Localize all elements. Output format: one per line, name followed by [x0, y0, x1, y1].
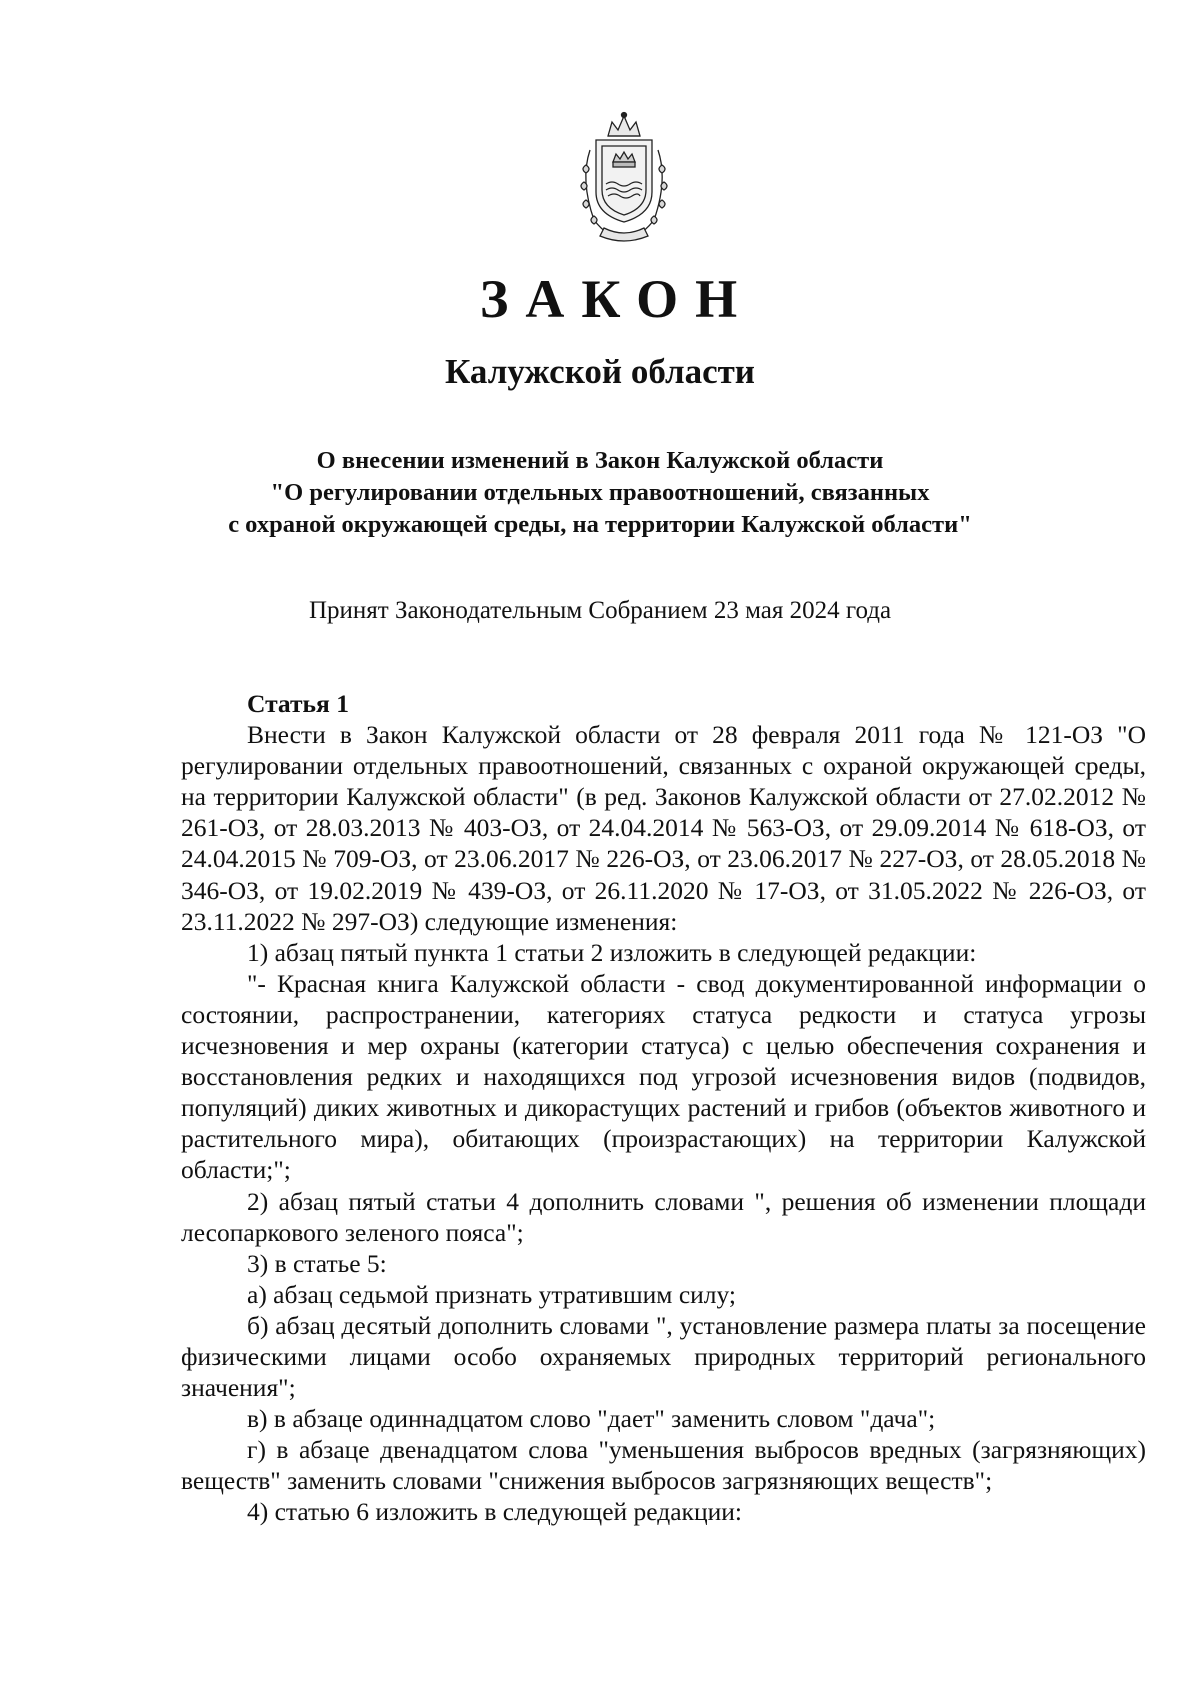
title-line: "О регулировании отдельных правоотношений, связанных [270, 479, 930, 506]
article-body [181, 688, 1146, 1528]
paragraph: 3) в статье 5: [247, 1248, 387, 1278]
law-heading: ЗАКОН [479, 269, 755, 329]
coat-of-arms-icon [568, 110, 680, 245]
region-subtitle: Калужской области [445, 352, 755, 391]
paragraph: а) абзац седьмой признать утратившим силу; [247, 1279, 737, 1309]
paragraph: г) в абзаце двенадцатом слова "уменьшения выбросов вредных (загрязняющих) веществ" заменить словами "снижения выбросов загрязняющих веществ"; [181, 1435, 1146, 1496]
article-heading: Статья 1 [247, 689, 349, 718]
paragraph: Внести в Закон Калужской области от 28 февраля 2011 года № 121-ОЗ "О регулировании отдельных правоотношений, связанных с охраной окружающей среды, на территории Калужской области" (в ред. Законов Калужской области от 27.02.2012 № 261-ОЗ, от 28.03.2013 № 403-ОЗ, от 24.04.2014 № 563-ОЗ, от 29.09.2014 № 618-ОЗ, от 24.04.2015 № 709-ОЗ, от 23.06.2017 № 226-ОЗ, от 23.06.2017 № 227-ОЗ, от 28.05.2018 № 346-ОЗ, от 19.02.2019 № 439-ОЗ, от 26.11.2020 № 17-ОЗ, от 31.05.2022 № 226-ОЗ, от 23.11.2022 № 297-ОЗ) следующие изменения: [181, 720, 1146, 936]
title-line: с охраной окружающей среды, на территории Калужской области" [228, 511, 972, 538]
paragraph: в) в абзаце одиннадцатом слово "дает" заменить словом "дача"; [247, 1404, 936, 1434]
paragraph: 1) абзац пятый пункта 1 статьи 2 изложить в следующей редакции: [247, 937, 977, 967]
paragraph: "- Красная книга Калужской области - свод документированной информации о состоянии, распространении, категориях статуса редкости и статуса угрозы исчезновения и мер охраны (категории статуса) с целью обеспечения сохранения и восстановления редких и находящихся под угрозой исчезновения видов (подвидов, популяций) диких животных и дикорастущих растений и грибов (объектов животного и растительного мира), обитающих (произрастающих) на территории Калужской области;"; [181, 968, 1146, 1185]
adoption-date: Принят Законодательным Собранием 23 мая 2024 года [308, 597, 892, 624]
paragraph: 4) статью 6 изложить в следующей редакции: [247, 1497, 742, 1527]
document-title [0, 445, 1200, 541]
paragraph: б) абзац десятый дополнить словами ", установление размера платы за посещение физическими лицами особо охраняемых природных территорий регионального значения"; [181, 1310, 1146, 1403]
paragraph: 2) абзац пятый статьи 4 дополнить словами ", решения об изменении площади лесопаркового зеленого пояса"; [181, 1186, 1146, 1247]
title-line: О внесении изменений в Закон Калужской области [316, 447, 884, 474]
